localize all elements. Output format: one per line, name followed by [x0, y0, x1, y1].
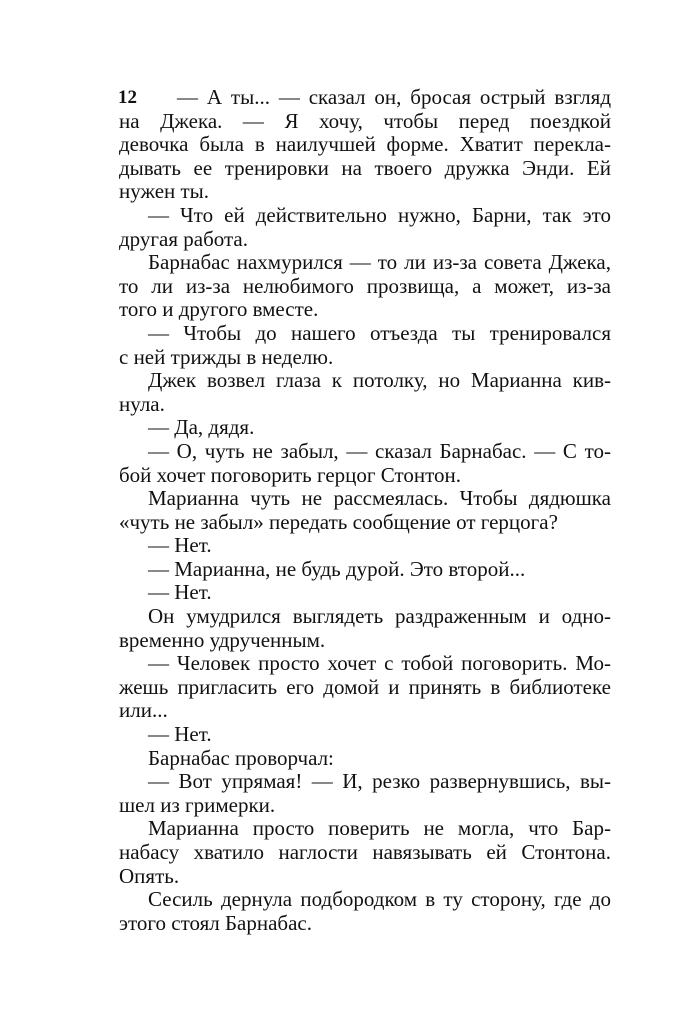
text-line: с ней трижды в неделю.	[119, 345, 334, 369]
text-line: или...	[119, 699, 168, 723]
text-line: — О, чуть не забыл, — сказал Барнабас. — С то-	[148, 439, 611, 463]
text-line: шел из гримерки.	[119, 793, 276, 817]
text-line: того и другого вместе.	[119, 298, 319, 322]
text-line: Опять.	[119, 864, 180, 888]
text-line: нужен ты.	[119, 180, 210, 204]
text-line: Он умудрился выглядеть раздраженным и одно-	[148, 605, 611, 629]
text-line: временно удрученным.	[119, 628, 326, 652]
text-line: на Джека. — Я хочу, чтобы перед поездкой	[119, 109, 611, 133]
text-line: — Человек просто хочет с тобой поговорить. Мо-	[148, 652, 611, 676]
text-line: — Нет.	[148, 723, 212, 747]
text-line: бой хочет поговорить герцог Стонтон.	[119, 463, 461, 487]
text-line: Джек возвел глаза к потолку, но Марианна кив-	[148, 369, 611, 393]
text-line: Барнабас проворчал:	[148, 746, 334, 770]
text-line: — Чтобы до нашего отъезда ты тренировался	[148, 321, 611, 345]
text-line: Сесиль дернула подбородком в ту сторону, где до	[148, 888, 611, 912]
text-line: — Марианна, не будь дурой. Это второй...	[148, 557, 526, 581]
text-line: дывать ее тренировки на твоего дружка Энди. Ей	[119, 156, 611, 180]
text-line: Марианна чуть не рассмеялась. Чтобы дядюшка	[148, 487, 611, 511]
text-line: набасу хватило наглости навязывать ей Стонтона.	[119, 841, 611, 864]
text-line: Марианна просто поверить не могла, что Бар-	[148, 817, 611, 841]
text-line: — Да, дядя.	[148, 416, 255, 440]
text-line: — Вот упрямая! — И, резко развернувшись, вы-	[148, 770, 611, 794]
text-line: другая работа.	[119, 227, 248, 251]
text-line: «чуть не забыл» передать сообщение от герцога?	[119, 510, 558, 534]
text-line: — Нет.	[148, 534, 212, 558]
text-line: девочка была в наилучшей форме. Хватит перекла-	[119, 133, 611, 157]
text-line: — А ты... — сказал он, бросая острый взгляд	[177, 86, 611, 109]
text-line: Барнабас нахмурился — то ли из-за совета Джека,	[148, 251, 611, 275]
text-line: этого стоял Барнабас.	[119, 911, 312, 935]
body-text	[119, 86, 611, 935]
text-line: — Нет.	[148, 581, 212, 605]
text-line: нула.	[119, 392, 165, 416]
text-line: то ли из-за нелюбимого прозвища, а может, из-за	[119, 274, 611, 298]
page-number: 12	[118, 87, 137, 108]
text-line: жешь пригласить его домой и принять в библиотеке	[119, 675, 611, 699]
text-line: — Что ей действительно нужно, Барни, так это	[148, 203, 611, 227]
